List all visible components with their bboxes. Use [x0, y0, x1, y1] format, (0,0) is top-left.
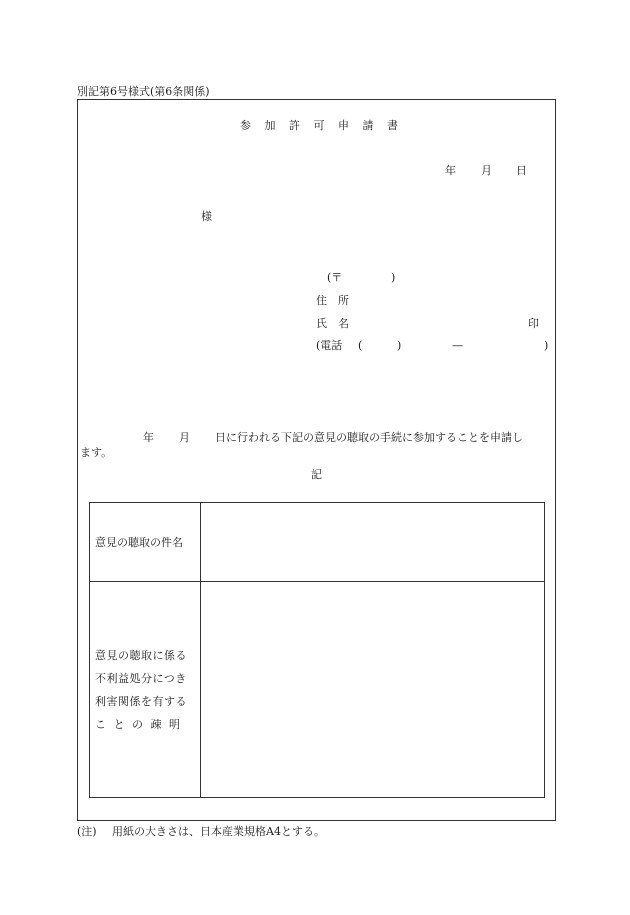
date-year: 年	[445, 164, 456, 177]
table-divider-vertical	[200, 503, 201, 797]
row2-label-line1: 意見の聴取に係る	[95, 649, 187, 662]
seal-mark: 印	[528, 317, 539, 330]
form-title: 参 加 許 可 申 請 書	[240, 119, 403, 132]
date-day: 日	[516, 164, 527, 177]
row2-label-line3: 利害関係を有する	[95, 695, 187, 708]
phone-paren-close: )	[397, 339, 402, 352]
postal-open: (〒	[327, 271, 343, 284]
phone-close: )	[544, 339, 549, 352]
ki-heading: 記	[311, 468, 322, 481]
row2-label-line4: こ と の 疎 明	[95, 718, 182, 731]
addressee-suffix: 様	[201, 210, 212, 223]
address-label: 住 所	[316, 294, 349, 307]
phone-paren-open: (	[358, 339, 363, 352]
phone-dash: —	[452, 339, 463, 352]
name-label: 氏 名	[316, 317, 349, 330]
request-month: 月	[179, 431, 190, 444]
note-marker: (注)	[77, 825, 97, 838]
date-month: 月	[481, 164, 492, 177]
row2-label-line2: 不利益処分につき	[95, 672, 187, 685]
row1-label: 意見の聴取の件名	[95, 536, 183, 549]
request-text-line1: 日に行われる下記の意見の聴取の手続に参加することを申請し	[215, 431, 523, 444]
postal-close: )	[391, 271, 396, 284]
items-table	[89, 502, 545, 798]
request-year: 年	[143, 431, 154, 444]
request-text-line2: ます。	[80, 446, 113, 459]
phone-open: (電話	[316, 339, 343, 352]
note-text: 用紙の大きさは、日本産業規格A4とする。	[112, 825, 325, 838]
table-divider-horizontal	[90, 581, 544, 582]
form-number: 別記第6号様式(第6条関係)	[77, 85, 210, 98]
